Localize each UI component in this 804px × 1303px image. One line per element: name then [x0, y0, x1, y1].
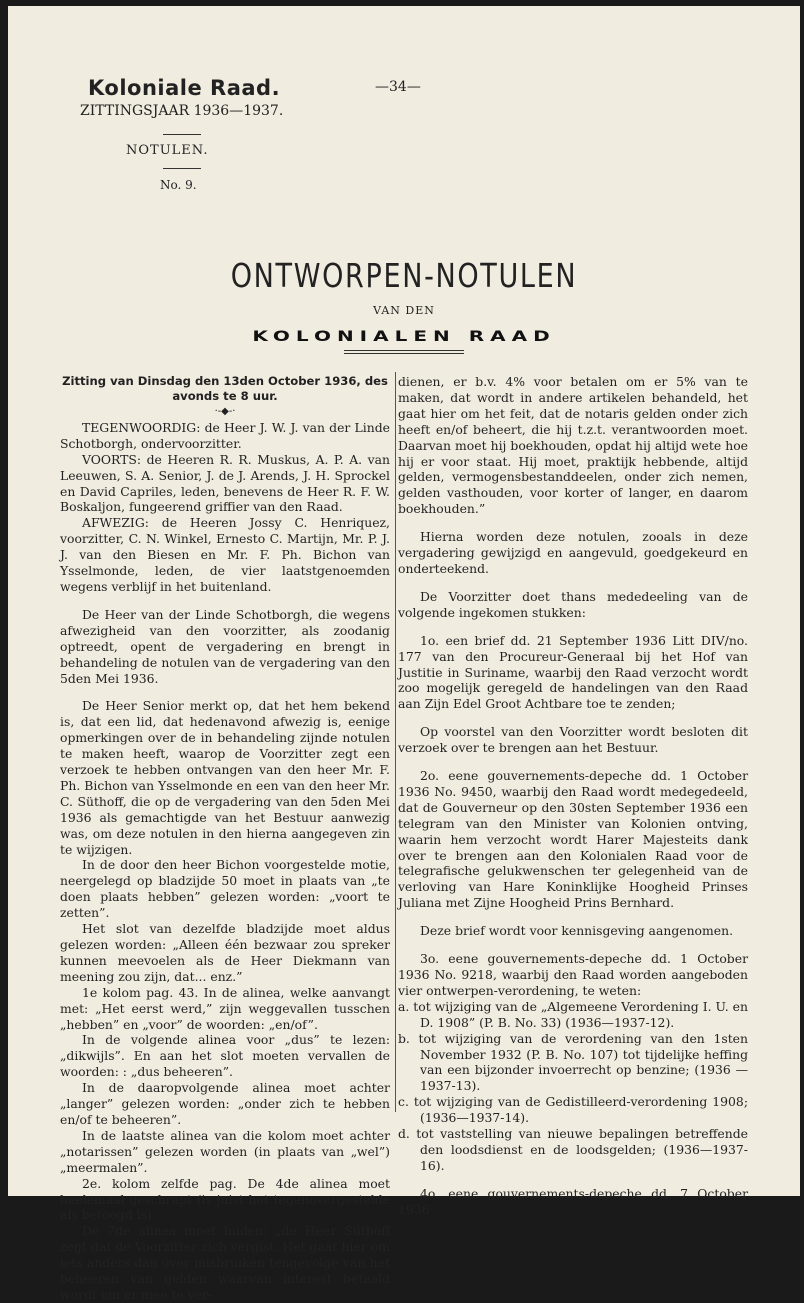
paragraph: Deze brief wordt voor kennisgeving aangenomen. — [420, 923, 734, 939]
paragraph: VOORTS: de Heeren R. R. Muskus, A. P. A. van Leeuwen, S. A. Senior, J. de J. Arends, J. H. Sprockel en David Capriles, leden, benevens de Heer R. F. W. Boskaljon, fungeerend griffier van den Raad. — [60, 451, 390, 515]
divider — [163, 168, 201, 169]
session-year: ZITTINGSJAAR 1936—1937. — [80, 103, 284, 119]
masthead-title: ONTWORPEN-NOTULEN — [230, 256, 578, 295]
paragraph: 4o. eene gouvernements-depeche dd. 7 October 1936 — [398, 1185, 748, 1217]
paragraph: Op voorstel van den Voorzitter wordt besloten dit verzoek over te brengen aan het Bestuur. — [398, 724, 748, 756]
paragraph: De Voorzitter doet thans mededeeling van de volgende ingekomen stukken: — [398, 588, 748, 620]
paragraph: Hierna worden deze notulen, zooals in deze vergadering gewijzigd en aangevuld, goedgekeurd en onderteekend. — [398, 529, 748, 576]
paragraph: In de volgende alinea voor „dus” te lezen: „dikwijls”. En aan het slot moeten vervallen de woorden: : „dus beheeren”. — [60, 1032, 390, 1080]
paragraph: TEGENWOORDIG: de Heer J. W. J. van der Linde Schotborgh, ondervoorzitter. — [60, 419, 390, 451]
document-page — [8, 6, 800, 1302]
paragraph: 2e. kolom zelfde pag. De 4de alinea moet heelemaal geschrapt (is juist het tegenovergestelde als betoogd is). — [60, 1175, 390, 1223]
paragraph: De Heer van der Linde Schotborgh, die wegens afwezigheid van den voorzitter, als zoodanig optreedt, opent de vergadering en brengt in behandeling de notulen van de vergadering van den 5den Mei 1936. — [60, 606, 390, 686]
list-item: c. tot wijziging van de Gedistilleerd-verordening 1908; (1936—1937-14). — [398, 1094, 748, 1126]
paragraph: 3o. eene gouvernements-depeche dd. 1 October 1936 No. 9218, waarbij den Raad worden aangeboden vier ontwerpen-verordening, te weten: — [398, 951, 748, 998]
section-label: NOTULEN. — [126, 143, 209, 158]
paragraph: In de daaropvolgende alinea moet achter „langer” gelezen worden: „onder zich te hebben en/of te beheeren”. — [60, 1080, 390, 1127]
paragraph: AFWEZIG: de Heeren Jossy C. Henriquez, voorzitter, C. N. Winkel, Ernesto C. Martijn, Mr. P. J. J. van den Biesen en Mr. F. Ph. Bichon van Ysselmonde, leden, de vier laatstgenoemden wegens verblijf in het buitenland. — [60, 515, 390, 594]
divider — [163, 134, 201, 135]
paragraph: Het slot van dezelfde bladzijde moet aldus gelezen worden: „Alleen één bezwaar zou spreker kunnen meevoelen als de Heer Diekmann van meening zou zijn, dat... enz.” — [60, 921, 390, 984]
double-rule-bottom — [344, 353, 464, 354]
list-item: a. tot wijziging van de „Algemeene Verordening I. U. en D. 1908” (P. B. No. 33) (1936—1937-12). — [398, 998, 748, 1030]
right-column — [398, 374, 748, 1218]
double-rule-top — [344, 350, 464, 351]
masthead-decorated-name: KOLONIALEN RAAD — [252, 327, 556, 345]
org-name: Koloniale Raad. — [88, 76, 281, 100]
ornament: ·-◆-· — [214, 406, 236, 417]
paragraph: De Heer Senior merkt op, dat het hem bekend is, dat een lid, dat hedenavond afwezig is, eenige opmerkingen over de in behandeling zijnde notulen te maken heeft, waarop de Voorzitter zegt een verzoek te hebben ontvangen van den heer Mr. F. Ph. Bichon van Ysselmonde en een van den heer Mr. C. Süthoff, die op de vergadering van den 5den Mei 1936 als gemachtigde van het Bestuur aanwezig was, om deze notulen in den hierna aangegeven zin te wijzigen. — [60, 698, 390, 857]
paragraph: 1e kolom pag. 43. In de alinea, welke aanvangt met: „Het eerst werd,” zijn weggevallen tusschen „hebben” en „voor” de woorden: „en/of”. — [60, 984, 390, 1032]
paragraph: In de door den heer Bichon voorgestelde motie, neergelegd op bladzijde 50 moet in plaats van „te doen plaats hebben” gelezen worden: „voort te zetten”. — [60, 857, 390, 921]
paragraph: dienen, er b.v. 4% voor betalen om er 5% van te maken, dat wordt in andere artikelen behandeld, het gaat hier om het feit, dat de notaris gelden onder zich heeft en/of beheert, die hij t.z.t. verantwoorden moet. Daarvan moet hij boekhouden, opdat hij altijd wete hoe hij er voor staat. Hij moet, praktijk hebbende, altijd gelden, vermogensbestanddeelen, onder zich nemen, gelden vasthouden, voor korter of langer, en daarom boekhouden.” — [398, 374, 748, 517]
paragraph: 1o. een brief dd. 21 September 1936 Litt DIV/no. 177 van den Procureur-Generaal bij het Hof van Justitie in Suriname, waarbij den Raad verzocht wordt zoo mogelijk geregeld de handelingen van den Raad aan Zijn Edel Groot Achtbare toe te zenden; — [398, 632, 748, 712]
column-divider — [395, 372, 396, 1112]
list-item: d. tot vaststelling van nieuwe bepalingen betreffende den loodsdienst en de loodsgelden; (1936—1937-16). — [398, 1126, 748, 1173]
masthead-subtitle: VAN DEN — [373, 304, 435, 317]
notulen-number: No. 9. — [160, 178, 197, 192]
list-item: b. tot wijziging van de verordening van den 1sten November 1932 (P. B. No. 107) tot tijdelijke heffing van een bijzonder invoerrecht op benzine; (1936 —1937-13). — [398, 1030, 748, 1094]
session-heading: Zitting van Dinsdag den 13den October 1936, des avonds te 8 uur. — [62, 374, 388, 403]
paragraph: In de laatste alinea van die kolom moet achter „notarissen” gelezen worden (in plaats van „wel”) „meermalen”. — [60, 1127, 390, 1175]
paragraph: 2o. eene gouvernements-depeche dd. 1 October 1936 No. 9450, waarbij den Raad wordt medegedeeld, dat de Gouverneur op den 30sten September 1936 een telegram van den Minister van Kolonien ontving, waarin hem verzocht wordt Harer Majesteits dank over te brengen aan den Kolonialen Raad voor de telegrafische gelukwenschen ter gelegenheid van de verloving van Hare Koninklijke Hoogheid Prinses Juliana met Zijne Hoogheid Prins Bernhard. — [398, 768, 748, 911]
paragraph: De 7de alinea moet luiden: „de Heer Süthoff zegt dat de Voorzitter zich vergist. Het gaat hier om iets anders dan over misbruiken tengevolge van het beheeren van gelden waarvan interest betaald wordt om er mee te ver- — [60, 1223, 390, 1302]
page-number: —34— — [375, 79, 421, 95]
left-column — [60, 374, 390, 1303]
